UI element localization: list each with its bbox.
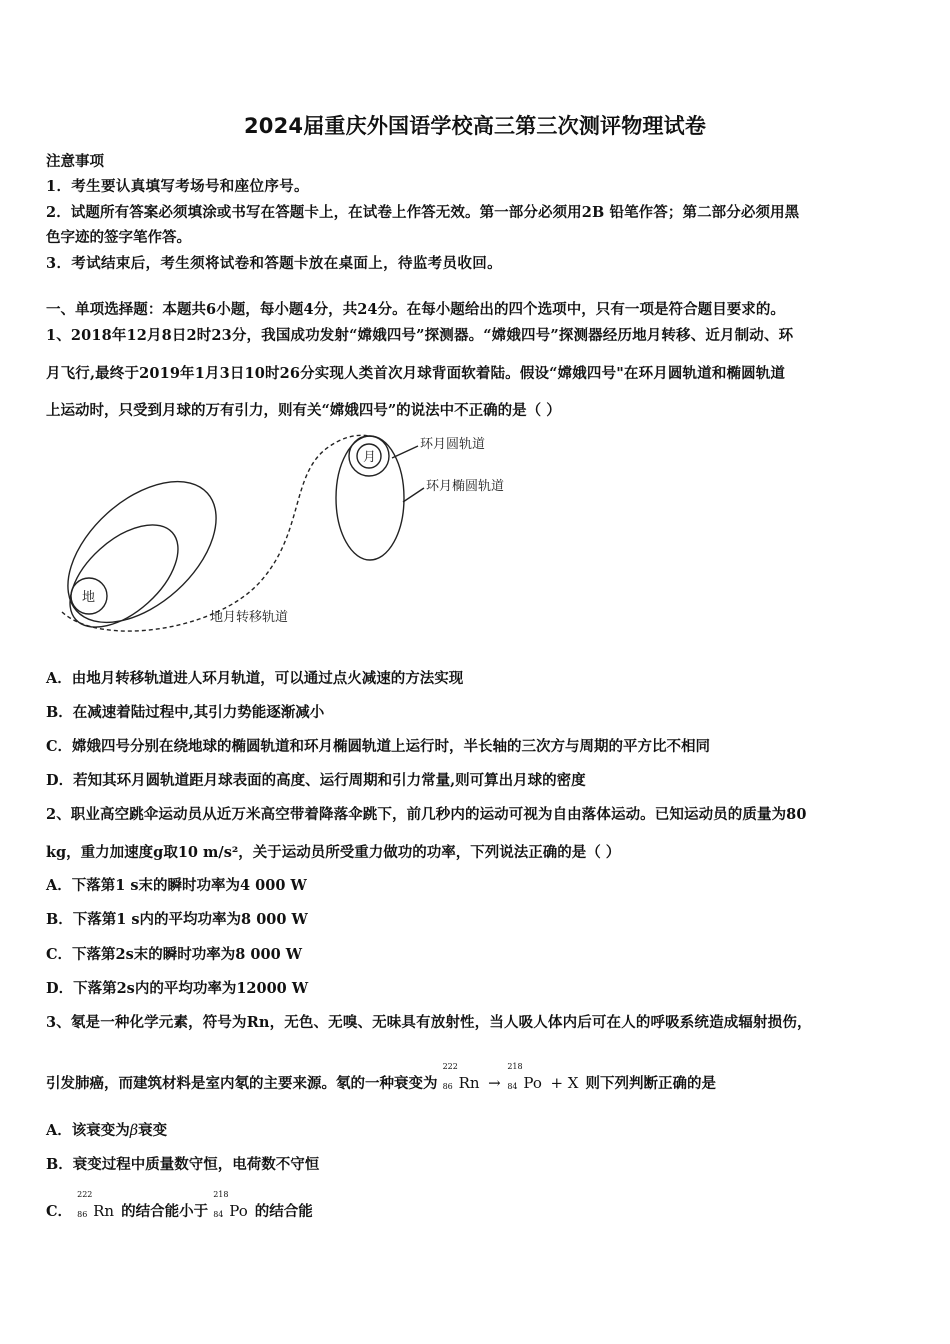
polonium-nuclide xyxy=(507,1062,542,1094)
q1-stem-line-1: 1、2018年12月8日2时23分，我国成功发射“嫦娥四号”探测器。“嫦娥四号”探测器经历地月转移、近月制动、环 xyxy=(46,327,794,344)
q3-stem-after-formula: 则下列判断正确的是 xyxy=(585,1075,717,1092)
moon-label: 月 xyxy=(363,450,377,465)
radon-mass-number: 222 xyxy=(442,1062,458,1071)
orbit-diagram xyxy=(40,432,540,640)
q3-option-b: B．衰变过程中质量数守恒，电荷数不守恒 xyxy=(46,1156,320,1173)
q3-stem-line-1: 3、氡是一种化学元素，符号为Rn，无色、无嗅、无味具有放射性，当人吸人体内后可在人的呼吸系统造成辐射损伤， xyxy=(46,1014,812,1031)
notice-heading: 注意事项 xyxy=(46,153,104,170)
transfer-orbit-label: 地月转移轨道 xyxy=(210,610,289,625)
plus-x: + X xyxy=(550,1074,579,1092)
q2-option-d: D．下落第2s内的平均功率为12000 W xyxy=(46,980,309,997)
beta-symbol: β xyxy=(129,1123,139,1139)
option-c-radon-symbol: Rn xyxy=(93,1202,115,1220)
polonium-mass-number: 218 xyxy=(507,1062,523,1071)
option-c-polonium-nuclide xyxy=(213,1190,248,1222)
elliptical-orbit-label: 环月椭圆轨道 xyxy=(426,479,505,494)
q3-option-c-prefix: C． xyxy=(46,1203,73,1220)
q2-stem-line-1: 2、职业高空跳伞运动员从近万米高空带着降落伞跳下，前几秒内的运动可视为自由落体运动。已知运动员的质量为80 xyxy=(46,806,807,823)
q3-option-c-middle: 的结合能小于 xyxy=(121,1203,209,1220)
q1-stem-line-3: 上运动时，只受到月球的万有引力，则有关“嫦娥四号”的说法中不正确的是（ ） xyxy=(46,402,561,419)
option-c-radon xyxy=(77,1190,116,1222)
q2-option-a: A．下落第1 s末的瞬时功率为4 000 W xyxy=(46,877,307,894)
notice-item-2: 2．试题所有答案必须填涂或书写在答题卡上，在试卷上作答无效。第一部分必须用2B 铅笔作答；第二部分必须用黑 xyxy=(46,204,800,221)
option-c-polonium-atomic: 84 xyxy=(213,1210,224,1219)
option-c-polonium-mass: 218 xyxy=(213,1190,229,1199)
q1-option-b: B．在减速着陆过程中,其引力势能逐渐减小 xyxy=(46,704,325,721)
q1-option-c: C．嫦娥四号分别在绕地球的椭圆轨道和环月椭圆轨道上运行时，半长轴的三次方与周期的平方比不相同 xyxy=(46,738,711,755)
option-c-polonium-symbol: Po xyxy=(229,1202,248,1220)
section-heading: 一、单项选择题：本题共6小题，每小题4分，共24分。在每小题给出的四个选项中，只有一项是符合题目要求的。 xyxy=(46,301,785,318)
earth-label: 地 xyxy=(82,590,96,605)
circular-orbit-pointer xyxy=(392,446,418,458)
option-c-radon-mass: 222 xyxy=(77,1190,93,1199)
exam-title: 2024届重庆外国语学校高三第三次测评物理试卷 xyxy=(243,114,707,138)
decay-arrow: → xyxy=(488,1074,501,1092)
option-c-radon-nuclide xyxy=(77,1190,115,1222)
polonium-atomic-number: 84 xyxy=(507,1082,518,1091)
q2-stem-line-2: kg，重力加速度g取10 m/s²，关于运动员所受重力做功的功率，下列说法正确的是（ ） xyxy=(46,844,621,861)
radon-nuclide xyxy=(442,1062,480,1094)
q3-stem-line-2 xyxy=(46,1062,908,1094)
q3-stem-before-formula: 引发肺癌，而建筑材料是室内氡的主要来源。氡的一种衰变为 xyxy=(46,1075,438,1092)
circular-orbit-label: 环月圆轨道 xyxy=(420,437,486,452)
earth-inner-orbit xyxy=(52,506,197,640)
radon-symbol: Rn xyxy=(458,1074,480,1092)
radon-atomic-number: 86 xyxy=(442,1082,453,1091)
q3-option-a xyxy=(46,1121,908,1141)
polonium-symbol: Po xyxy=(523,1074,542,1092)
notice-item-3: 3．考试结束后，考生须将试卷和答题卡放在桌面上，待监考员收回。 xyxy=(46,255,502,272)
q1-option-a: A．由地月转移轨道进人环月轨道，可以通过点火减速的方法实现 xyxy=(46,670,464,687)
elliptical-orbit-pointer xyxy=(403,488,424,502)
q2-option-c: C．下落第2s末的瞬时功率为8 000 W xyxy=(46,946,303,963)
q3-option-a-suffix: 衰变 xyxy=(138,1122,168,1139)
q3-option-c xyxy=(46,1190,908,1222)
notice-item-1: 1．考生要认真填写考场号和座位序号。 xyxy=(46,178,309,195)
q2-option-b: B．下落第1 s内的平均功率为8 000 W xyxy=(46,911,308,928)
notice-item-2-continued: 色字迹的签字笔作答。 xyxy=(46,229,191,246)
q1-option-d: D．若知其环月圆轨道距月球表面的高度、运行周期和引力常量,则可算出月球的密度 xyxy=(46,772,586,789)
transfer-orbit-path xyxy=(62,435,369,631)
q3-option-a-prefix: A．该衰变为 xyxy=(46,1122,130,1139)
option-c-polonium xyxy=(213,1190,250,1222)
q1-stem-line-2: 月飞行,最终于2019年1月3日10时26分实现人类首次月球背面软着陆。假设“嫦娥四号"在环月圆轨道和椭圆轨道 xyxy=(46,365,786,382)
decay-equation xyxy=(442,1062,581,1094)
q3-option-c-suffix: 的结合能 xyxy=(254,1203,313,1220)
option-c-radon-atomic: 86 xyxy=(77,1210,88,1219)
